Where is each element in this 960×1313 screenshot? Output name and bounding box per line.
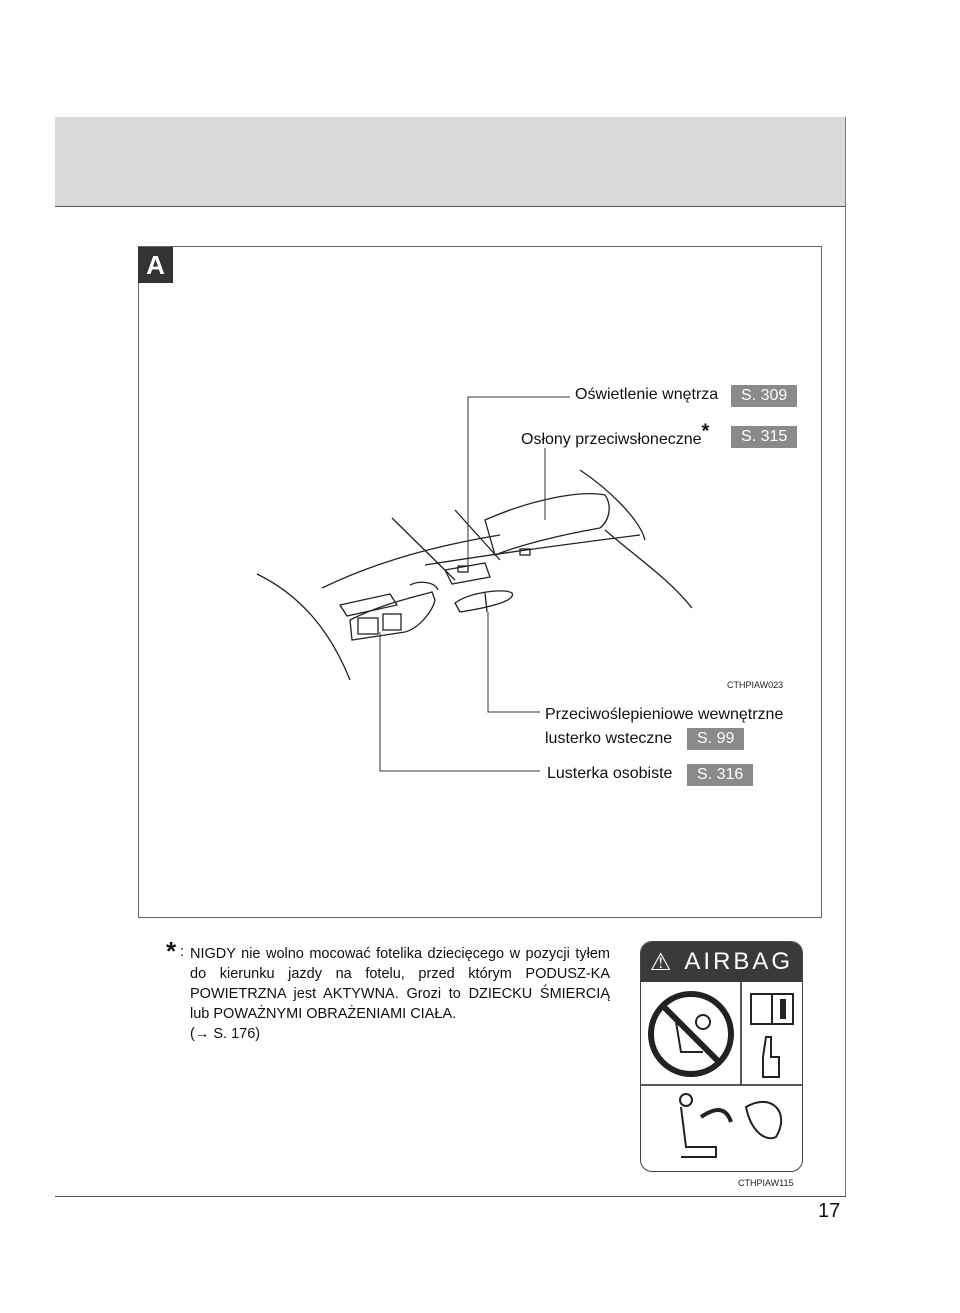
- airbag-label-code: CTHPIAW115: [738, 1178, 794, 1188]
- rearview-mirror: [455, 591, 512, 612]
- leader-rearview-mirror: [488, 612, 540, 712]
- interior-light-page-ref[interactable]: S. 309: [731, 385, 797, 407]
- pointing-hand-icon: [763, 1037, 779, 1077]
- right-pillar-line: [605, 530, 692, 608]
- interior-light-label: Oświetlenie wnętrza: [575, 386, 719, 403]
- footnote-body: NIGDY nie wolno mocować fotelika dziecięcego w pozycji tyłem do kierunku jazdy na fotelu, przed którym PODUSZ-KA POWIETRZNA jest AKTYWNA. Grozi to DZIECKU ŚMIERCIĄ lub POWAŻNYMI OBRAŻENIAMI CIAŁA.: [190, 946, 610, 1022]
- airbag-header: [641, 942, 802, 982]
- note-asterisk: *: [166, 936, 177, 966]
- footnote-ref-page[interactable]: S. 176): [213, 1026, 261, 1042]
- a-pillar-line: [257, 574, 350, 680]
- windshield-top-line: [425, 535, 640, 565]
- rearview-mirror-label-line1: Przeciwoślepieniowe wewnętrzne: [545, 706, 784, 723]
- airbag-pictograms: [641, 982, 803, 1172]
- footnote-ref-arrow: (→: [190, 1026, 210, 1042]
- note-colon: :: [180, 944, 185, 960]
- panel-tag: A: [138, 247, 173, 283]
- page-number: 17: [818, 1200, 841, 1222]
- illustration-code: CTHPIAW023: [727, 680, 784, 690]
- vanity-mirrors-label: Lusterka osobiste: [547, 765, 673, 782]
- leader-interior-light: [468, 397, 570, 565]
- leader-vanity-mirror: [380, 632, 540, 771]
- rearview-mirror-page-ref[interactable]: S. 99: [687, 728, 744, 750]
- rearview-mirror-label-line2: lusterko wsteczne: [545, 730, 673, 747]
- manual-info-icon: [751, 994, 793, 1024]
- vanity-mirrors-page-ref[interactable]: S. 316: [687, 764, 753, 786]
- headliner-line-2: [455, 510, 500, 560]
- seat-airbag-icon: [680, 1094, 781, 1157]
- no-child-seat-icon: [651, 994, 731, 1074]
- warning-triangle-icon: ⚠: [649, 948, 675, 976]
- sun-visors-page-ref[interactable]: S. 315: [731, 426, 797, 448]
- airbag-warning-label: [640, 941, 803, 1172]
- vanity-mirror-right: [383, 614, 401, 630]
- vanity-mirror-left: [358, 618, 378, 634]
- airbag-title: AIRBAG: [684, 948, 794, 975]
- footnote-text: [190, 944, 610, 1044]
- left-sun-visor: [350, 592, 435, 640]
- footer-divider: [55, 1196, 846, 1197]
- right-sun-visor: [485, 494, 609, 555]
- sun-visors-asterisk: *: [701, 420, 710, 443]
- left-visor-hinge: [410, 582, 438, 590]
- mirror-mount: [485, 593, 487, 612]
- sun-visors-label: Osłony przeciwsłoneczne*: [521, 420, 710, 448]
